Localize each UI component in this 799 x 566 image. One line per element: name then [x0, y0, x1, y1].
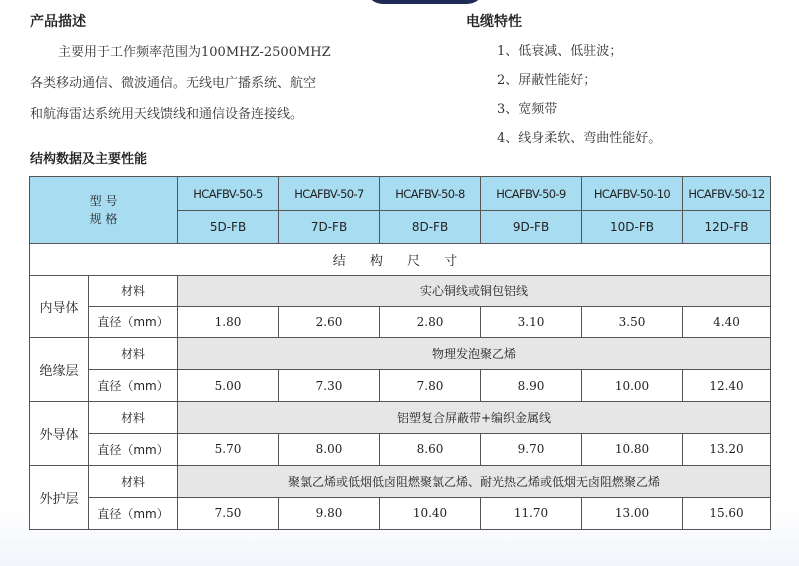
- spec-cell: 9D-FB: [481, 211, 582, 244]
- diameter-value: 5.00: [178, 370, 279, 402]
- model-cell: HCAFBV-50-7: [279, 177, 380, 211]
- spec-cell: 5D-FB: [178, 211, 279, 244]
- diameter-label: 直径（mm）: [89, 434, 178, 465]
- structure-size-section: 结 构 尺 寸: [30, 244, 771, 275]
- model-spec-header: [30, 177, 178, 244]
- spec-cell: 7D-FB: [279, 211, 380, 244]
- top-banner-arc: [365, 0, 485, 4]
- material-label: 材料: [89, 402, 178, 434]
- spec-table: [29, 176, 771, 530]
- spec-label: 规 格: [89, 212, 118, 227]
- diameter-value: 13.00: [582, 497, 683, 529]
- product-description: [30, 37, 415, 130]
- diameter-label: 直径（mm）: [89, 370, 178, 402]
- cable-features-list: [497, 37, 661, 153]
- model-cell: HCAFBV-50-10: [582, 177, 683, 211]
- product-description-title: 产品描述: [30, 14, 86, 30]
- diameter-value: 10.00: [582, 370, 683, 402]
- material-value: 实心铜线或铜包铝线: [178, 275, 771, 306]
- row-header-jacket: 外护层: [30, 465, 89, 529]
- model-cell: HCAFBV-50-9: [481, 177, 582, 211]
- diameter-value: 11.70: [481, 497, 582, 529]
- diameter-value: 4.40: [683, 306, 771, 337]
- diameter-value: 9.80: [279, 497, 380, 529]
- description-line: 主要用于工作频率范围为100MHZ-2500MHZ: [58, 45, 331, 60]
- spec-cell: 8D-FB: [380, 211, 481, 244]
- feature-item: 1、低衰减、低驻波；: [497, 44, 623, 59]
- diameter-value: 1.80: [178, 306, 279, 337]
- diameter-value: 10.40: [380, 497, 481, 529]
- row-header-insulation: 绝缘层: [30, 337, 89, 401]
- model-label: 型 号: [89, 194, 118, 209]
- model-cell: HCAFBV-50-8: [380, 177, 481, 211]
- model-cell: HCAFBV-50-5: [178, 177, 279, 211]
- material-value: 聚氯乙烯或低烟低卤阻燃聚氯乙烯、耐光热乙烯或低烟无卤阻燃聚乙烯: [178, 465, 771, 497]
- diameter-value: 13.20: [683, 434, 771, 465]
- feature-item: 4、线身柔软、弯曲性能好。: [497, 131, 662, 146]
- diameter-value: 12.40: [683, 370, 771, 402]
- diameter-value: 8.60: [380, 434, 481, 465]
- material-label: 材料: [89, 337, 178, 369]
- description-line: 和航海雷达系统用天线馈线和通信设备连接线。: [30, 107, 304, 122]
- diameter-value: 7.50: [178, 497, 279, 529]
- row-header-inner-conductor: 内导体: [30, 275, 89, 337]
- diameter-value: 7.30: [279, 370, 380, 402]
- diameter-value: 15.60: [683, 497, 771, 529]
- table-title: 结构数据及主要性能: [30, 152, 148, 167]
- row-header-outer-conductor: 外导体: [30, 402, 89, 465]
- feature-item: 3、宽频带: [497, 102, 558, 117]
- spec-cell: 12D-FB: [683, 211, 771, 244]
- diameter-value: 10.80: [582, 434, 683, 465]
- model-cell: HCAFBV-50-12: [683, 177, 771, 211]
- diameter-value: 3.10: [481, 306, 582, 337]
- description-line: 各类移动通信、微波通信。无线电广播系统、航空: [30, 76, 317, 91]
- material-label: 材料: [89, 465, 178, 497]
- diameter-label: 直径（mm）: [89, 497, 178, 529]
- diameter-value: 8.90: [481, 370, 582, 402]
- diameter-value: 5.70: [178, 434, 279, 465]
- feature-item: 2、屏蔽性能好；: [497, 73, 597, 88]
- material-value: 物理发泡聚乙烯: [178, 337, 771, 369]
- diameter-value: 7.80: [380, 370, 481, 402]
- diameter-value: 2.60: [279, 306, 380, 337]
- diameter-value: 2.80: [380, 306, 481, 337]
- diameter-value: 8.00: [279, 434, 380, 465]
- cable-features-title: 电缆特性: [466, 14, 522, 30]
- spec-cell: 10D-FB: [582, 211, 683, 244]
- material-label: 材料: [89, 275, 178, 306]
- diameter-value: 3.50: [582, 306, 683, 337]
- diameter-label: 直径（mm）: [89, 306, 178, 337]
- diameter-value: 9.70: [481, 434, 582, 465]
- material-value: 铝塑复合屏蔽带+编织金属线: [178, 402, 771, 434]
